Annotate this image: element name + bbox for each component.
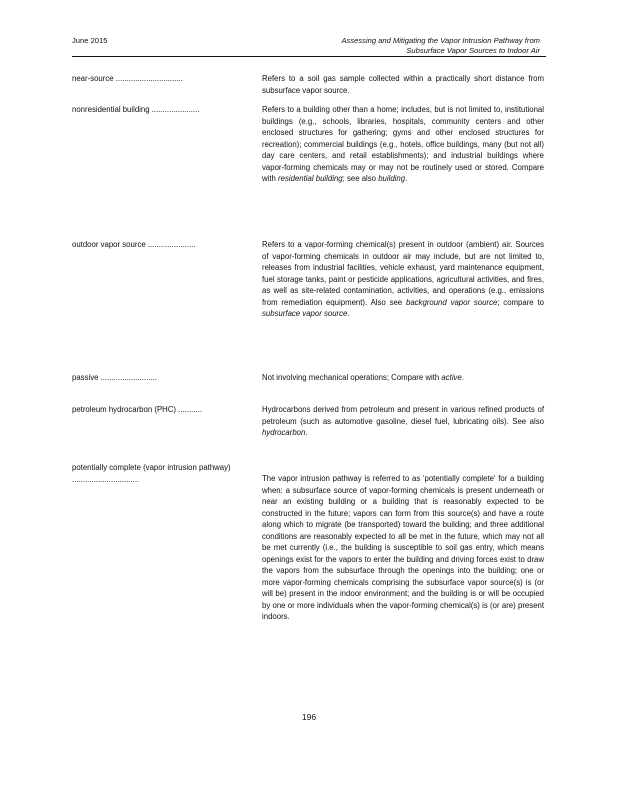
- header-date: June 2015: [72, 36, 108, 45]
- header-title: [290, 36, 540, 55]
- glossary-term: petroleum hydrocarbon (PHC) ...........: [72, 405, 202, 414]
- header-title-line-1: Assessing and Mitigating the Vapor Intrusion Pathway from: [341, 36, 540, 45]
- glossary-definition: Refers to a vapor-forming chemical(s) present in outdoor (ambient) air. Sources of vapor-forming chemicals in outdoor air may include, but are not limited to, releases from industrial facilities, vehicle exhaust, yard maintenance equipment, fuel storage tanks, paint or pesticide applications, agricultural activities, and fires, as well as site-related contamination, activities, and operations (e.g., emissions from remediation equipment). Also see background vapor source; compare to subsurface vapor source.: [262, 240, 544, 318]
- glossary-term: passive ..........................: [72, 373, 157, 382]
- glossary-term: near-source ...............................: [72, 74, 183, 83]
- glossary-definition: Refers to a building other than a home; includes, but is not limited to, institutional buildings (e.g., schools, libraries, hospitals, community centers and other enclosed structures for gathering; gyms and other enclosed structures for recreation); commercial buildings (e.g., hotels, office buildings, many (but not all) day care centers, and retail establishments); and industrial buildings where vapor-forming chemicals may or may not be routinely used or stored. Compare with residential building; see also building.: [262, 105, 544, 183]
- glossary-term: nonresidential building ......................: [72, 105, 200, 114]
- glossary-definition: Not involving mechanical operations; Compare with active.: [262, 373, 464, 382]
- header-rule: [72, 56, 546, 57]
- glossary-definition: Hydrocarbons derived from petroleum and present in various refined products of petroleum (such as automotive gasoline, diesel fuel, lubricating oils). See also hydrocarbon.: [262, 405, 544, 437]
- page-number: 196: [301, 712, 317, 722]
- glossary-term: outdoor vapor source ......................: [72, 240, 196, 249]
- glossary-term: potentially complete (vapor intrusion pathway) ...............................: [72, 463, 231, 484]
- glossary-definition: Refers to a soil gas sample collected within a practically short distance from subsurface vapor source.: [262, 74, 544, 95]
- header-title-line-2: Subsurface Vapor Sources to Indoor Air: [406, 45, 540, 55]
- glossary-definition: The vapor intrusion pathway is referred to as 'potentially complete' for a building when: a subsurface source of vapor-forming chemicals is present underneath or near an existing building or a building that is reasonably expected to be constructed in the future; vapors can form from this source(s) and have a route along which to migrate (be transported) toward the building; and three additional conditions are reasonably expected to all be met in the future, which may not all be met currently (i.e., the building is susceptible to soil gas entry, which means openings exist for the vapors to enter the building and driving forces exist to draw the vapors from the subsurface through the openings into the building; one or more vapor-forming chemicals comprising the subsurface vapor source(s) is (or will be) present in the indoor environment; and the building is or will be occupied by one or more individuals when the vapor-forming chemical(s) is (or are) present indoors.: [262, 474, 544, 621]
